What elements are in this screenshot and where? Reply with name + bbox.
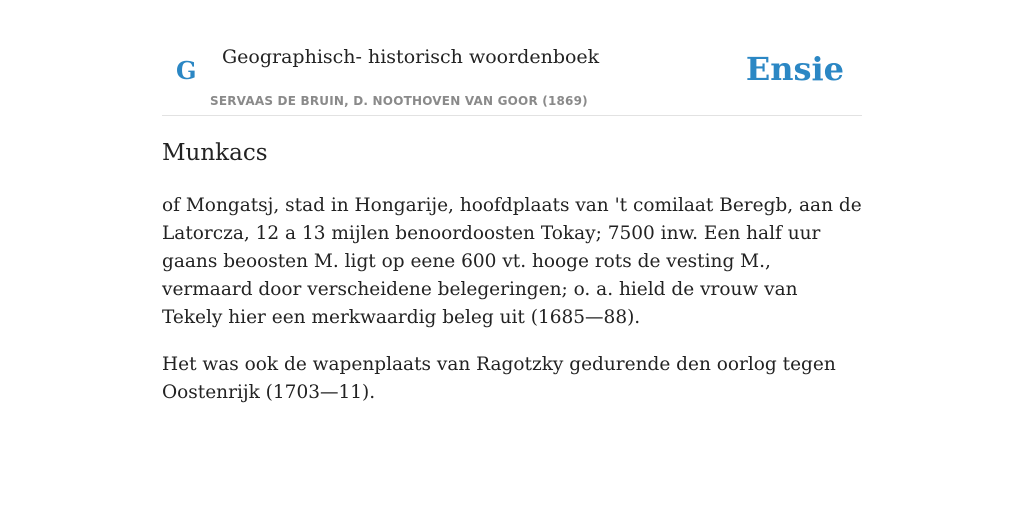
- book-title[interactable]: Geographisch- historisch woordenboek: [222, 46, 600, 68]
- entry-paragraph: of Mongatsj, stad in Hongarije, hoofdplaats van 't comilaat Beregb, aan de Latorcza, 12 a 13 mijlen benoordoosten Tokay; 7500 inw. Een half uur gaans beoosten M. ligt op eene 600 vt. hooge rots de vesting M., vermaard door verscheidene belegeringen; o. a. hield de vrouw van Tekely hier een merkwaardig beleg uit (1685—88).: [162, 195, 862, 328]
- entry-body: [162, 192, 862, 426]
- entry-title: Munkacs: [162, 140, 268, 166]
- ensie-logo[interactable]: Ensie: [745, 50, 844, 88]
- book-header: [162, 36, 862, 116]
- book-logo-letter[interactable]: G: [176, 56, 197, 85]
- book-authors: SERVAAS DE BRUIN, D. NOOTHOVEN VAN GOOR (1869): [210, 94, 588, 108]
- entry-paragraph: Het was ook de wapenplaats van Ragotzky gedurende den oorlog tegen Oostenrijk (1703—11).: [162, 354, 836, 403]
- page: [162, 0, 862, 512]
